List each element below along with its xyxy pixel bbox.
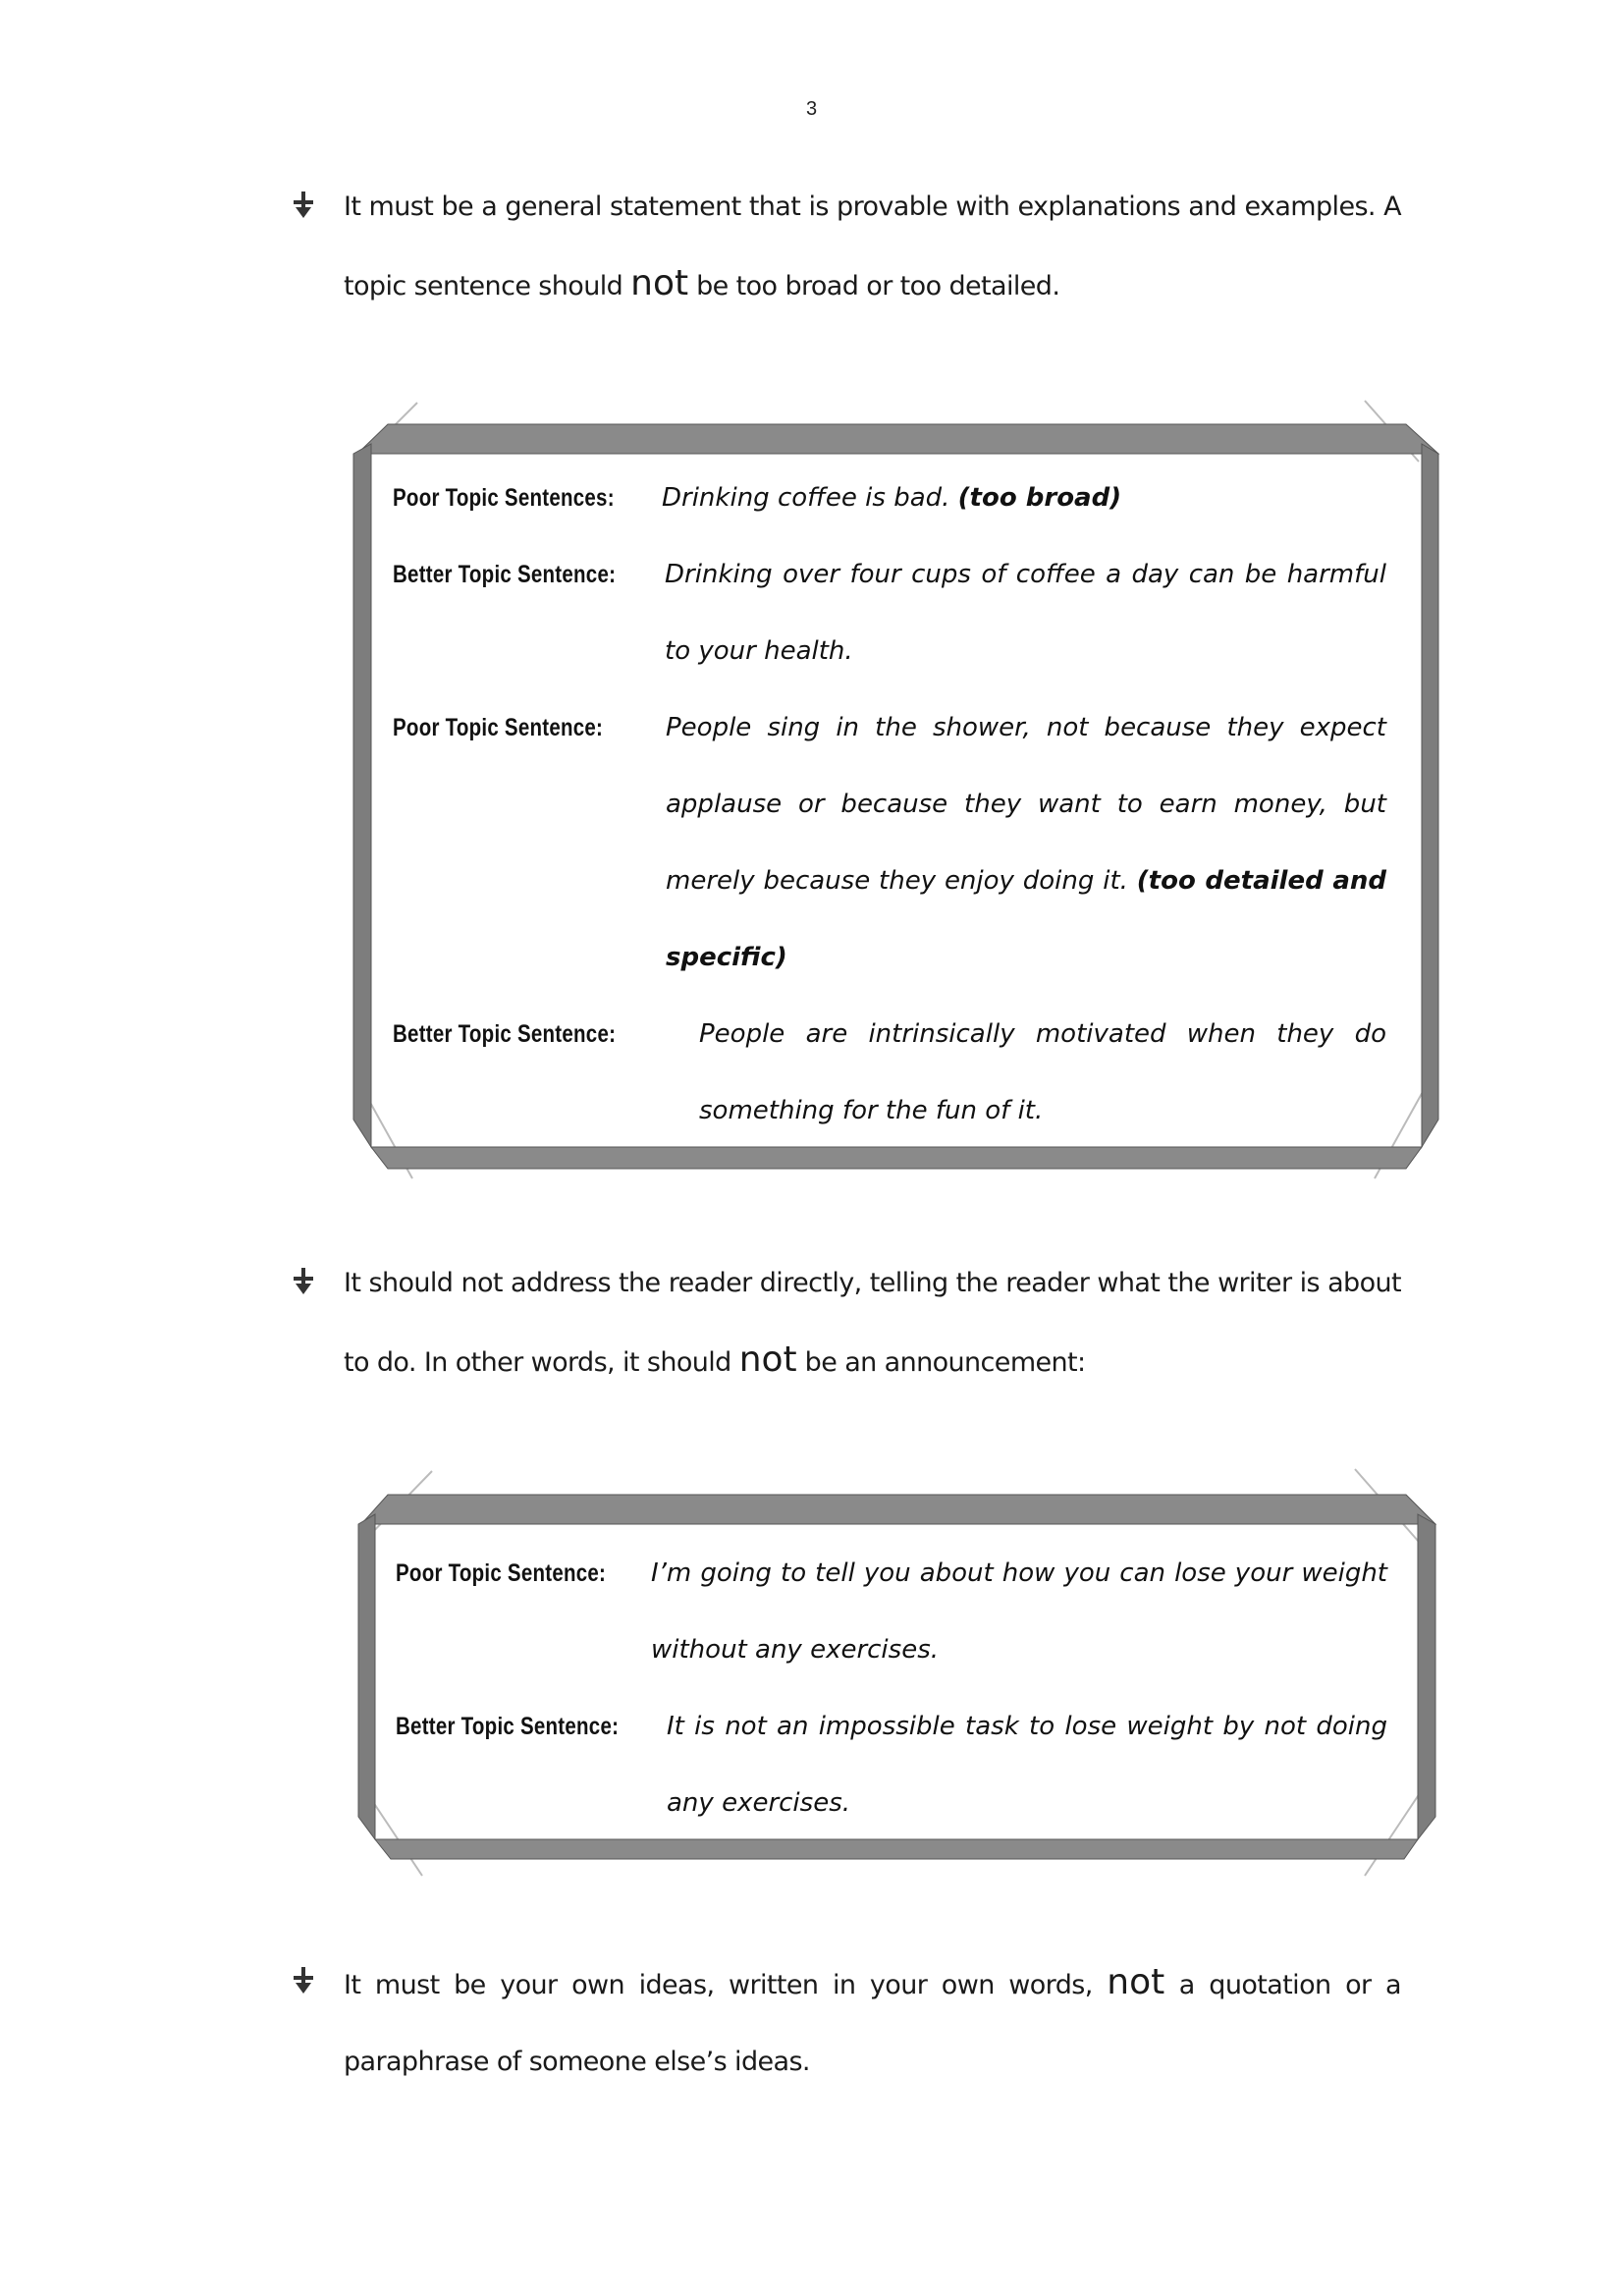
bullet-item — [292, 1245, 1401, 1401]
emphasis-word: not — [738, 1339, 797, 1380]
emphasis-word: not — [630, 263, 689, 303]
example-text: Drinking over four cups of coffee a day can be harmful to your health. — [665, 560, 1386, 666]
example-text: I’m going to tell you about how you can lose your weight without any exercises. — [651, 1558, 1387, 1665]
page-number: 3 — [805, 98, 818, 120]
example-label: Better Topic Sentence: — [396, 1713, 620, 1740]
bullet-item — [292, 1944, 1401, 2101]
emphasis-word: not — [1107, 1962, 1165, 2002]
example-row — [396, 1688, 1387, 1841]
example-label: Poor Topic Sentence: — [393, 714, 604, 741]
example-text: It is not an impossible task to lose weight by not doing any exercises. — [667, 1712, 1387, 1818]
down-arrow-icon — [292, 1966, 315, 1995]
example-note: (too detailed and specific) — [666, 866, 1387, 972]
example-box-1 — [393, 460, 1386, 1149]
example-text: People are intrinsically motivated when they do something for the fun of it. — [699, 1019, 1386, 1125]
bullet-text: It should not address the reader directly, telling the reader what the writer is about to do. In other words, it should not be an announcement: — [344, 1268, 1401, 1380]
example-text: Drinking coffee is bad. (too broad) — [662, 483, 1122, 513]
bullet-text: It must be a general statement that is provable with explanations and examples. A topic sentence should not be too broad or too detailed. — [344, 191, 1401, 303]
bullet-text: It must be your own ideas, written in your own words, not a quotation or a paraphrase of someone else’s ideas. — [344, 1962, 1401, 2077]
example-row — [393, 996, 1386, 1149]
example-text: People sing in the shower, not because they expect applause or because they want to earn money, but merely because they enjoy doing it. (too detailed and specific) — [666, 713, 1387, 972]
example-label: Better Topic Sentence: — [393, 561, 617, 588]
example-row — [393, 536, 1386, 689]
example-label: Better Topic Sentence: — [393, 1020, 617, 1048]
example-label: Poor Topic Sentences: — [393, 484, 615, 512]
example-box-2 — [396, 1535, 1387, 1841]
bullet-item — [292, 169, 1401, 325]
example-label: Poor Topic Sentence: — [396, 1559, 607, 1587]
example-note: (too broad) — [957, 483, 1122, 513]
example-row — [393, 460, 1386, 536]
down-arrow-icon — [292, 191, 315, 220]
example-row — [393, 689, 1386, 996]
down-arrow-icon — [292, 1267, 315, 1296]
example-row — [396, 1535, 1387, 1688]
